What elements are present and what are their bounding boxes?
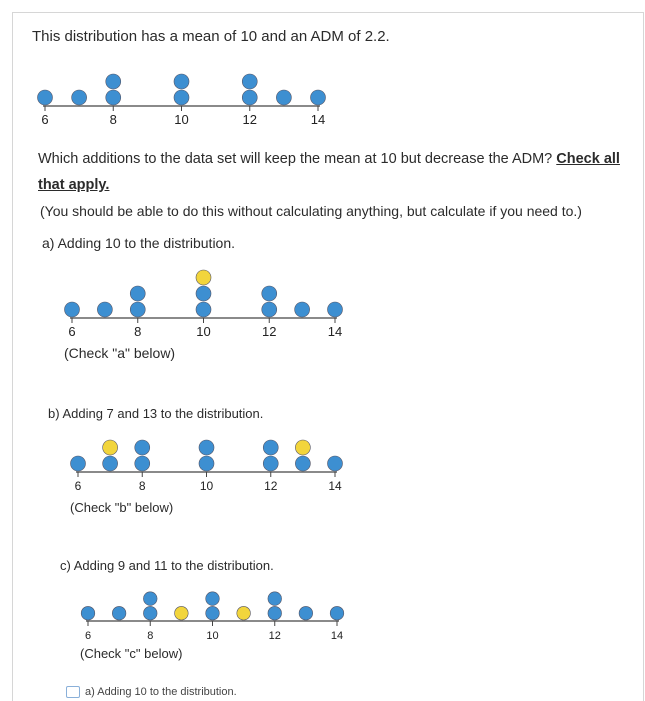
check-all-link[interactable]: Check all that apply. — [38, 151, 620, 193]
data-dot — [330, 606, 344, 620]
added-data-dot — [237, 606, 251, 620]
data-dot — [206, 606, 220, 620]
data-dot — [206, 592, 220, 606]
option-b-label: b) Adding 7 and 13 to the distribution. — [48, 406, 264, 421]
tick-label: 14 — [327, 324, 343, 339]
tick-label: 12 — [262, 324, 277, 339]
option-c-label: c) Adding 9 and 11 to the distribution. — [60, 558, 274, 573]
tick-label: 14 — [310, 112, 326, 127]
problem-title: This distribution has a mean of 10 and an ADM of 2.2. — [32, 28, 390, 45]
tick-label: 12 — [268, 630, 281, 642]
tick-label: 10 — [206, 630, 219, 642]
data-dot — [268, 606, 282, 620]
tick-label: 8 — [147, 630, 154, 642]
tick-label: 6 — [68, 324, 76, 339]
hint-note: (You should be able to do this without calculating anything, but calculate if you need to.) — [40, 203, 582, 219]
checkbox-a[interactable] — [66, 686, 80, 698]
tick-label: 6 — [74, 479, 82, 493]
added-data-dot — [175, 606, 189, 620]
data-dot — [143, 592, 157, 606]
option-a-caption: (Check "a" below) — [64, 345, 176, 361]
data-dot — [299, 606, 313, 620]
option-a-label: a) Adding 10 to the distribution. — [42, 235, 236, 251]
tick-label: 6 — [41, 112, 49, 127]
tick-label: 12 — [264, 479, 278, 493]
option-c-caption: (Check "c" below) — [80, 646, 183, 661]
data-dot — [268, 592, 282, 606]
option-b-caption: (Check "b" below) — [70, 500, 174, 515]
data-dot — [112, 606, 126, 620]
question-prompt: Which additions to the data set will keep the mean at 10 but decrease the ADM? — [38, 151, 553, 167]
answer-option-a-label: a) Adding 10 to the distribution. — [85, 686, 237, 698]
data-dot — [143, 606, 157, 620]
tick-label: 14 — [330, 630, 344, 642]
data-dot — [81, 606, 95, 620]
tick-label: 14 — [328, 479, 342, 493]
tick-label: 10 — [196, 324, 211, 339]
tick-label: 8 — [138, 479, 146, 493]
tick-label: 6 — [84, 630, 92, 642]
tick-label: 8 — [109, 112, 117, 127]
tick-label: 12 — [242, 112, 257, 127]
answer-option-a[interactable] — [66, 686, 237, 698]
tick-label: 10 — [174, 112, 189, 127]
tick-label: 10 — [199, 479, 214, 493]
tick-label: 8 — [134, 324, 142, 339]
